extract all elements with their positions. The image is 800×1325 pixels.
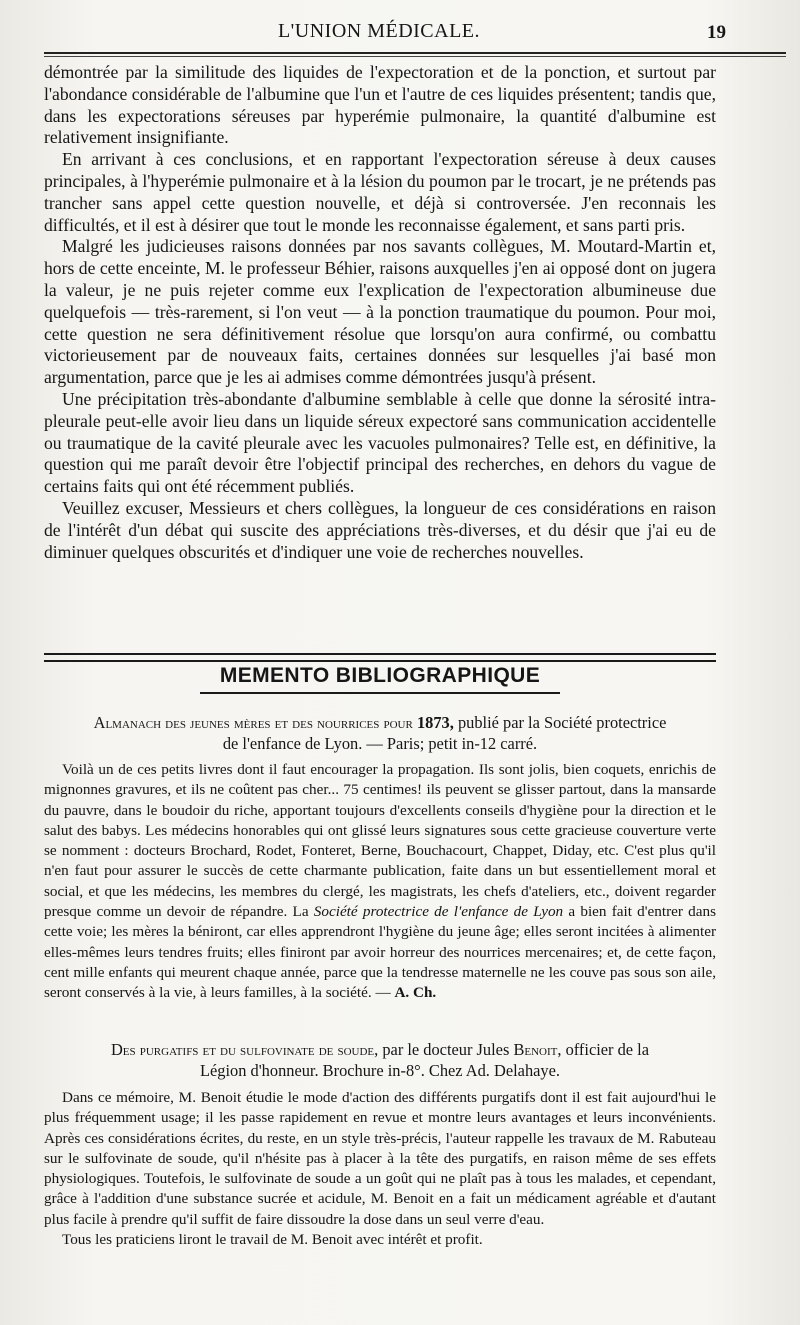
book-year: 1873, — [416, 713, 454, 732]
review-paragraph: Tous les praticiens liront le travail de M. Benoit avec intérêt et profit. — [62, 1231, 483, 1249]
title-underline — [200, 692, 560, 694]
book-title: Almanach des jeunes mères et des nourrices pour — [93, 713, 413, 732]
review-text: a bien fait d'entrer dans cette voie; les mères la béniront, car elles apprendront l'hygiène du jeune âge; elles seront incitées à alimenter elles-mêmes leurs tendres fruits; elles finiront par avoir horreur des nourrices mercenaires; et, de cette façon, cent mille enfants qui meurent chaque année, parce que la tendresse maternelle ne les couve pas sous son aile, seront conservés à la vie, à leurs familles, à la société. — — [44, 903, 716, 1002]
page-header — [44, 18, 726, 48]
publisher-line: Légion d'honneur. Brochure in-8°. Chez Ad. Delahaye. — [200, 1060, 560, 1080]
biblio-heading-line — [44, 713, 716, 734]
review-text: Voilà un de ces petits livres dont il faut encourager la propagation. Ils sont jolis, bien coquets, enrichis de mignonnes gravures, et ils ne coûtent pas cher... 75 centimes! ils peuvent se glisser partout, dans la mansarde du pauvre, dans le boudoir du riche, apportant toujours d'excellents conseils d'hygiène pour la direction et le salut des babys. Les médecins honorables qui ont glissé leurs signatures sous cette gracieuse couverture verte se nomment : docteurs Brochard, Rodet, Fonteret, Berne, Bouchacourt, Chappet, Diday, etc. C'est plus qu'il n'en faut pour assurer le succès de cette charmante publication, faite dans un but essentiellement moral et social, et que les médecins, les membres du clergé, les magistrats, les chefs d'ateliers, etc., doivent regarder presque comme un devoir de répandre. La — [44, 761, 716, 921]
biblio-entry-review — [44, 760, 716, 1004]
paragraph: Malgré les judicieuses raisons données par nos savants collègues, M. Moutard-Martin et, hors de cette enceinte, M. le professeur Béhier, raisons auxquelles j'en ai opposé dont on jugera la valeur, je ne puis rejeter comme eux l'explication de l'expectoration albumineuse due quelquefois — très-rarement, si l'on veut — à la ponction traumatique du poumon. Pour moi, cette question ne sera définitivement résolue que lorsqu'on aura confirmé, ou combattu victorieusement par de nouveaux faits, certaines données sur lesquelles j'ai basé mon argumentation, parce que je les ai admises comme démontrées jusqu'à présent. — [44, 236, 716, 388]
paragraph: Une précipitation très-abondante d'albumine semblable à celle que donne la sérosité intra-pleurale peut-elle avoir lieu dans un liquide séreux expectoré sans communication accidentelle ou traumatique de la cavité pleurale avec les vacuoles pulmonaires? Telle est, en définitive, la question qui me paraît devoir être l'objectif principal des recherches, en dehors du vague de certains faits qui ont été récemment publiés. — [44, 388, 716, 497]
article-continuation — [44, 62, 716, 563]
header-rule — [44, 52, 786, 57]
biblio-entry-heading — [44, 1040, 716, 1081]
review-paragraph: Dans ce mémoire, M. Benoit étudie le mode d'action des différents purgatifs dont il est fait aujourd'hui le plus fréquemment usage; il les passe rapidement en revue et montre leurs avantages et leurs inconvénients. Après ces considérations écrites, du reste, en un style très-précis, l'auteur rappelle les travaux de M. Rabuteau sur le sulfovinate de soude, qu'il n'hésite pas à placer à la tête des purgatifs, en raison même de ses effets physiologiques. Toutefois, le sulfovinate de soude a un goût qui ne plaît pas à tous les malades, et cependant, grâce à l'addition d'une substance sucrée et acidule, M. Benoit en a fait un médicament agréable et d'autant plus facile à prendre qu'il suffit de faire dissoudre la dose dans un seul verre d'eau. — [44, 1089, 716, 1228]
running-title: L'UNION MÉDICALE. — [277, 20, 481, 42]
page-number: 19 — [707, 22, 726, 43]
publisher-line: de l'enfance de Lyon. — Paris; petit in-12 carré. — [222, 733, 538, 753]
book-title: Des purgatifs et du sulfovinate de soude, — [110, 1040, 379, 1059]
reviewer-signature: A. Ch. — [394, 984, 437, 1002]
author-name: Benoit, — [513, 1040, 562, 1059]
review-paragraph — [44, 760, 716, 1004]
section-title: MEMENTO BIBLIOGRAPHIQUE — [219, 664, 541, 687]
publisher-info: publié par la Société protectrice — [457, 713, 667, 732]
biblio-entry-heading — [44, 713, 716, 754]
paragraph: En arrivant à ces conclusions, et en rapportant l'expectoration séreuse à deux causes principales, à l'hyperémie pulmonaire et à la lésion du poumon par le trocart, je ne prétends pas trancher sans appel cette question nouvelle, et déjà si controversée. J'en reconnais les difficultés, et il est à désirer que tout le monde les reconnaisse également, et sans parti pris. — [44, 149, 716, 235]
section-divider — [44, 653, 716, 662]
paragraph: Veuillez excuser, Messieurs et chers collègues, la longueur de ces considérations en raison de l'intérêt d'un débat qui suscite des appréciations très-diverses, et du désir que j'ai eu de diminuer quelques obscurités et d'indiquer une voie de recherches nouvelles. — [44, 497, 716, 562]
paragraph: démontrée par la similitude des liquides de l'expectoration et de la ponction, et surtout par l'abondance considérable de l'albumine que l'un et l'autre de ces liquides présentent; tandis que, dans les expectorations séreuses par hyperémie pulmonaire, la quantité d'albumine est relativement insignifiante. — [44, 62, 716, 148]
biblio-entry-review — [44, 1088, 716, 1250]
author-prefix: par le docteur Jules — [382, 1040, 510, 1059]
biblio-heading-line — [44, 1040, 716, 1061]
society-name: Société protectrice de l'enfance de Lyon — [313, 903, 564, 921]
author-title: officier de la — [565, 1040, 650, 1059]
